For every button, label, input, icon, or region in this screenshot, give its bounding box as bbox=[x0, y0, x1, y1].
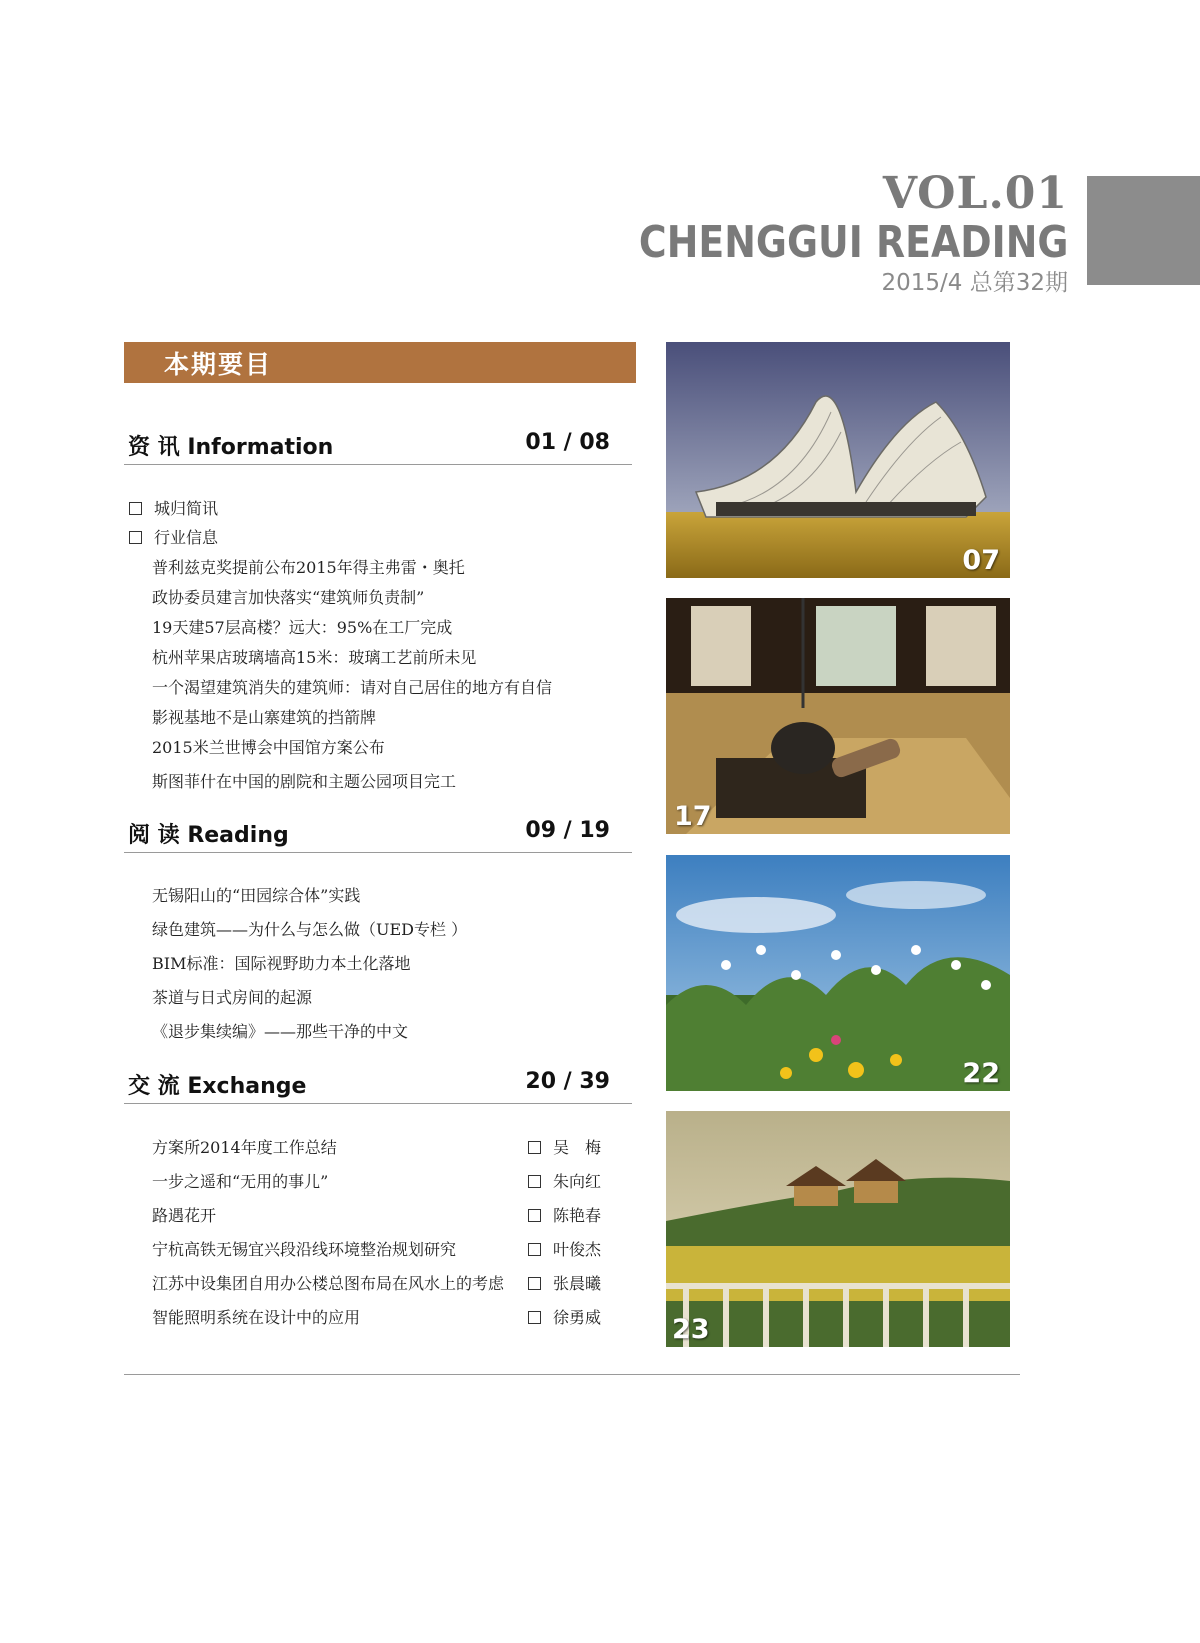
article-link[interactable]: 政协委员建言加快落实“建筑师负责制” bbox=[152, 588, 425, 607]
issue-info: 2015/4 总第32期 bbox=[881, 270, 1068, 296]
article-link[interactable]: 宁杭高铁无锡宜兴段沿线环境整治规划研究 bbox=[152, 1240, 457, 1259]
section-pages: 09 / 19 bbox=[525, 818, 610, 843]
checkbox-icon bbox=[528, 1141, 541, 1154]
article-link[interactable]: 影视基地不是山寨建筑的挡箭牌 bbox=[152, 708, 377, 727]
section-header-reading bbox=[124, 818, 632, 853]
author-item: 吴 梅 bbox=[528, 1135, 601, 1158]
article-link[interactable]: 一步之遥和“无用的事儿” bbox=[152, 1172, 329, 1191]
author-item: 张晨曦 bbox=[528, 1271, 601, 1294]
section-header-exchange bbox=[124, 1069, 632, 1104]
category-item[interactable]: 城归简讯 bbox=[129, 496, 218, 519]
photo-page-number: 17 bbox=[674, 801, 712, 832]
checkbox-icon bbox=[528, 1311, 541, 1324]
section-title: 阅 读 Reading bbox=[128, 823, 289, 848]
author-item: 陈艳春 bbox=[528, 1203, 601, 1226]
photo-page-number: 22 bbox=[962, 1058, 1000, 1089]
photo-flowers[interactable] bbox=[666, 855, 1010, 1091]
masthead bbox=[569, 170, 1068, 298]
photo-page-number: 23 bbox=[672, 1314, 710, 1345]
author-item: 徐勇威 bbox=[528, 1305, 601, 1328]
section-pages: 01 / 08 bbox=[525, 430, 610, 455]
checkbox-icon bbox=[528, 1243, 541, 1256]
article-link[interactable]: 无锡阳山的“田园综合体”实践 bbox=[152, 886, 361, 905]
volume-number: VOL.01 bbox=[882, 168, 1068, 219]
contents-banner bbox=[124, 342, 636, 383]
article-link[interactable]: 路遇花开 bbox=[152, 1206, 217, 1225]
category-item[interactable]: 行业信息 bbox=[129, 525, 218, 548]
article-link[interactable]: 智能照明系统在设计中的应用 bbox=[152, 1308, 361, 1327]
author-item: 叶俊杰 bbox=[528, 1237, 601, 1260]
article-link[interactable]: BIM标准：国际视野助力本土化落地 bbox=[152, 954, 411, 973]
article-link[interactable]: 斯图菲什在中国的剧院和主题公园项目完工 bbox=[152, 772, 457, 791]
section-header-information bbox=[124, 430, 632, 465]
masthead-gray-block bbox=[1087, 176, 1200, 285]
section-title: 资 讯 Information bbox=[128, 435, 334, 460]
author-item: 朱向红 bbox=[528, 1169, 601, 1192]
section-title: 交 流 Exchange bbox=[128, 1074, 307, 1099]
photo-temple[interactable] bbox=[666, 1111, 1010, 1347]
article-link[interactable]: 江苏中设集团自用办公楼总图布局在风水上的考虑 bbox=[152, 1274, 505, 1293]
magazine-title: CHENGGUI READING bbox=[638, 217, 1068, 268]
article-link[interactable]: 方案所2014年度工作总结 bbox=[152, 1138, 337, 1157]
article-link[interactable]: 19天建57层高楼？远大：95%在工厂完成 bbox=[152, 618, 453, 637]
checkbox-icon bbox=[528, 1175, 541, 1188]
article-link[interactable]: 普利兹克奖提前公布2015年得主弗雷・奥托 bbox=[152, 558, 465, 577]
photo-tea-room[interactable] bbox=[666, 598, 1010, 834]
checkbox-icon bbox=[528, 1209, 541, 1222]
article-link[interactable]: 一个渴望建筑消失的建筑师：请对自己居住的地方有自信 bbox=[152, 678, 553, 697]
article-link[interactable]: 杭州苹果店玻璃墙高15米：玻璃工艺前所未见 bbox=[152, 648, 477, 667]
checkbox-icon bbox=[528, 1277, 541, 1290]
photo-pavilion[interactable] bbox=[666, 342, 1010, 578]
article-link[interactable]: 绿色建筑——为什么与怎么做（UED专栏 ） bbox=[152, 920, 468, 939]
article-link[interactable]: 2015米兰世博会中国馆方案公布 bbox=[152, 738, 385, 757]
bottom-divider bbox=[124, 1374, 1020, 1375]
photo-page-number: 07 bbox=[962, 545, 1000, 576]
section-pages: 20 / 39 bbox=[525, 1069, 610, 1094]
article-link[interactable]: 茶道与日式房间的起源 bbox=[152, 988, 313, 1007]
article-link[interactable]: 《退步集续编》——那些干净的中文 bbox=[152, 1022, 409, 1041]
contents-banner-label: 本期要目 bbox=[164, 350, 273, 379]
checkbox-icon bbox=[129, 502, 142, 515]
checkbox-icon bbox=[129, 531, 142, 544]
